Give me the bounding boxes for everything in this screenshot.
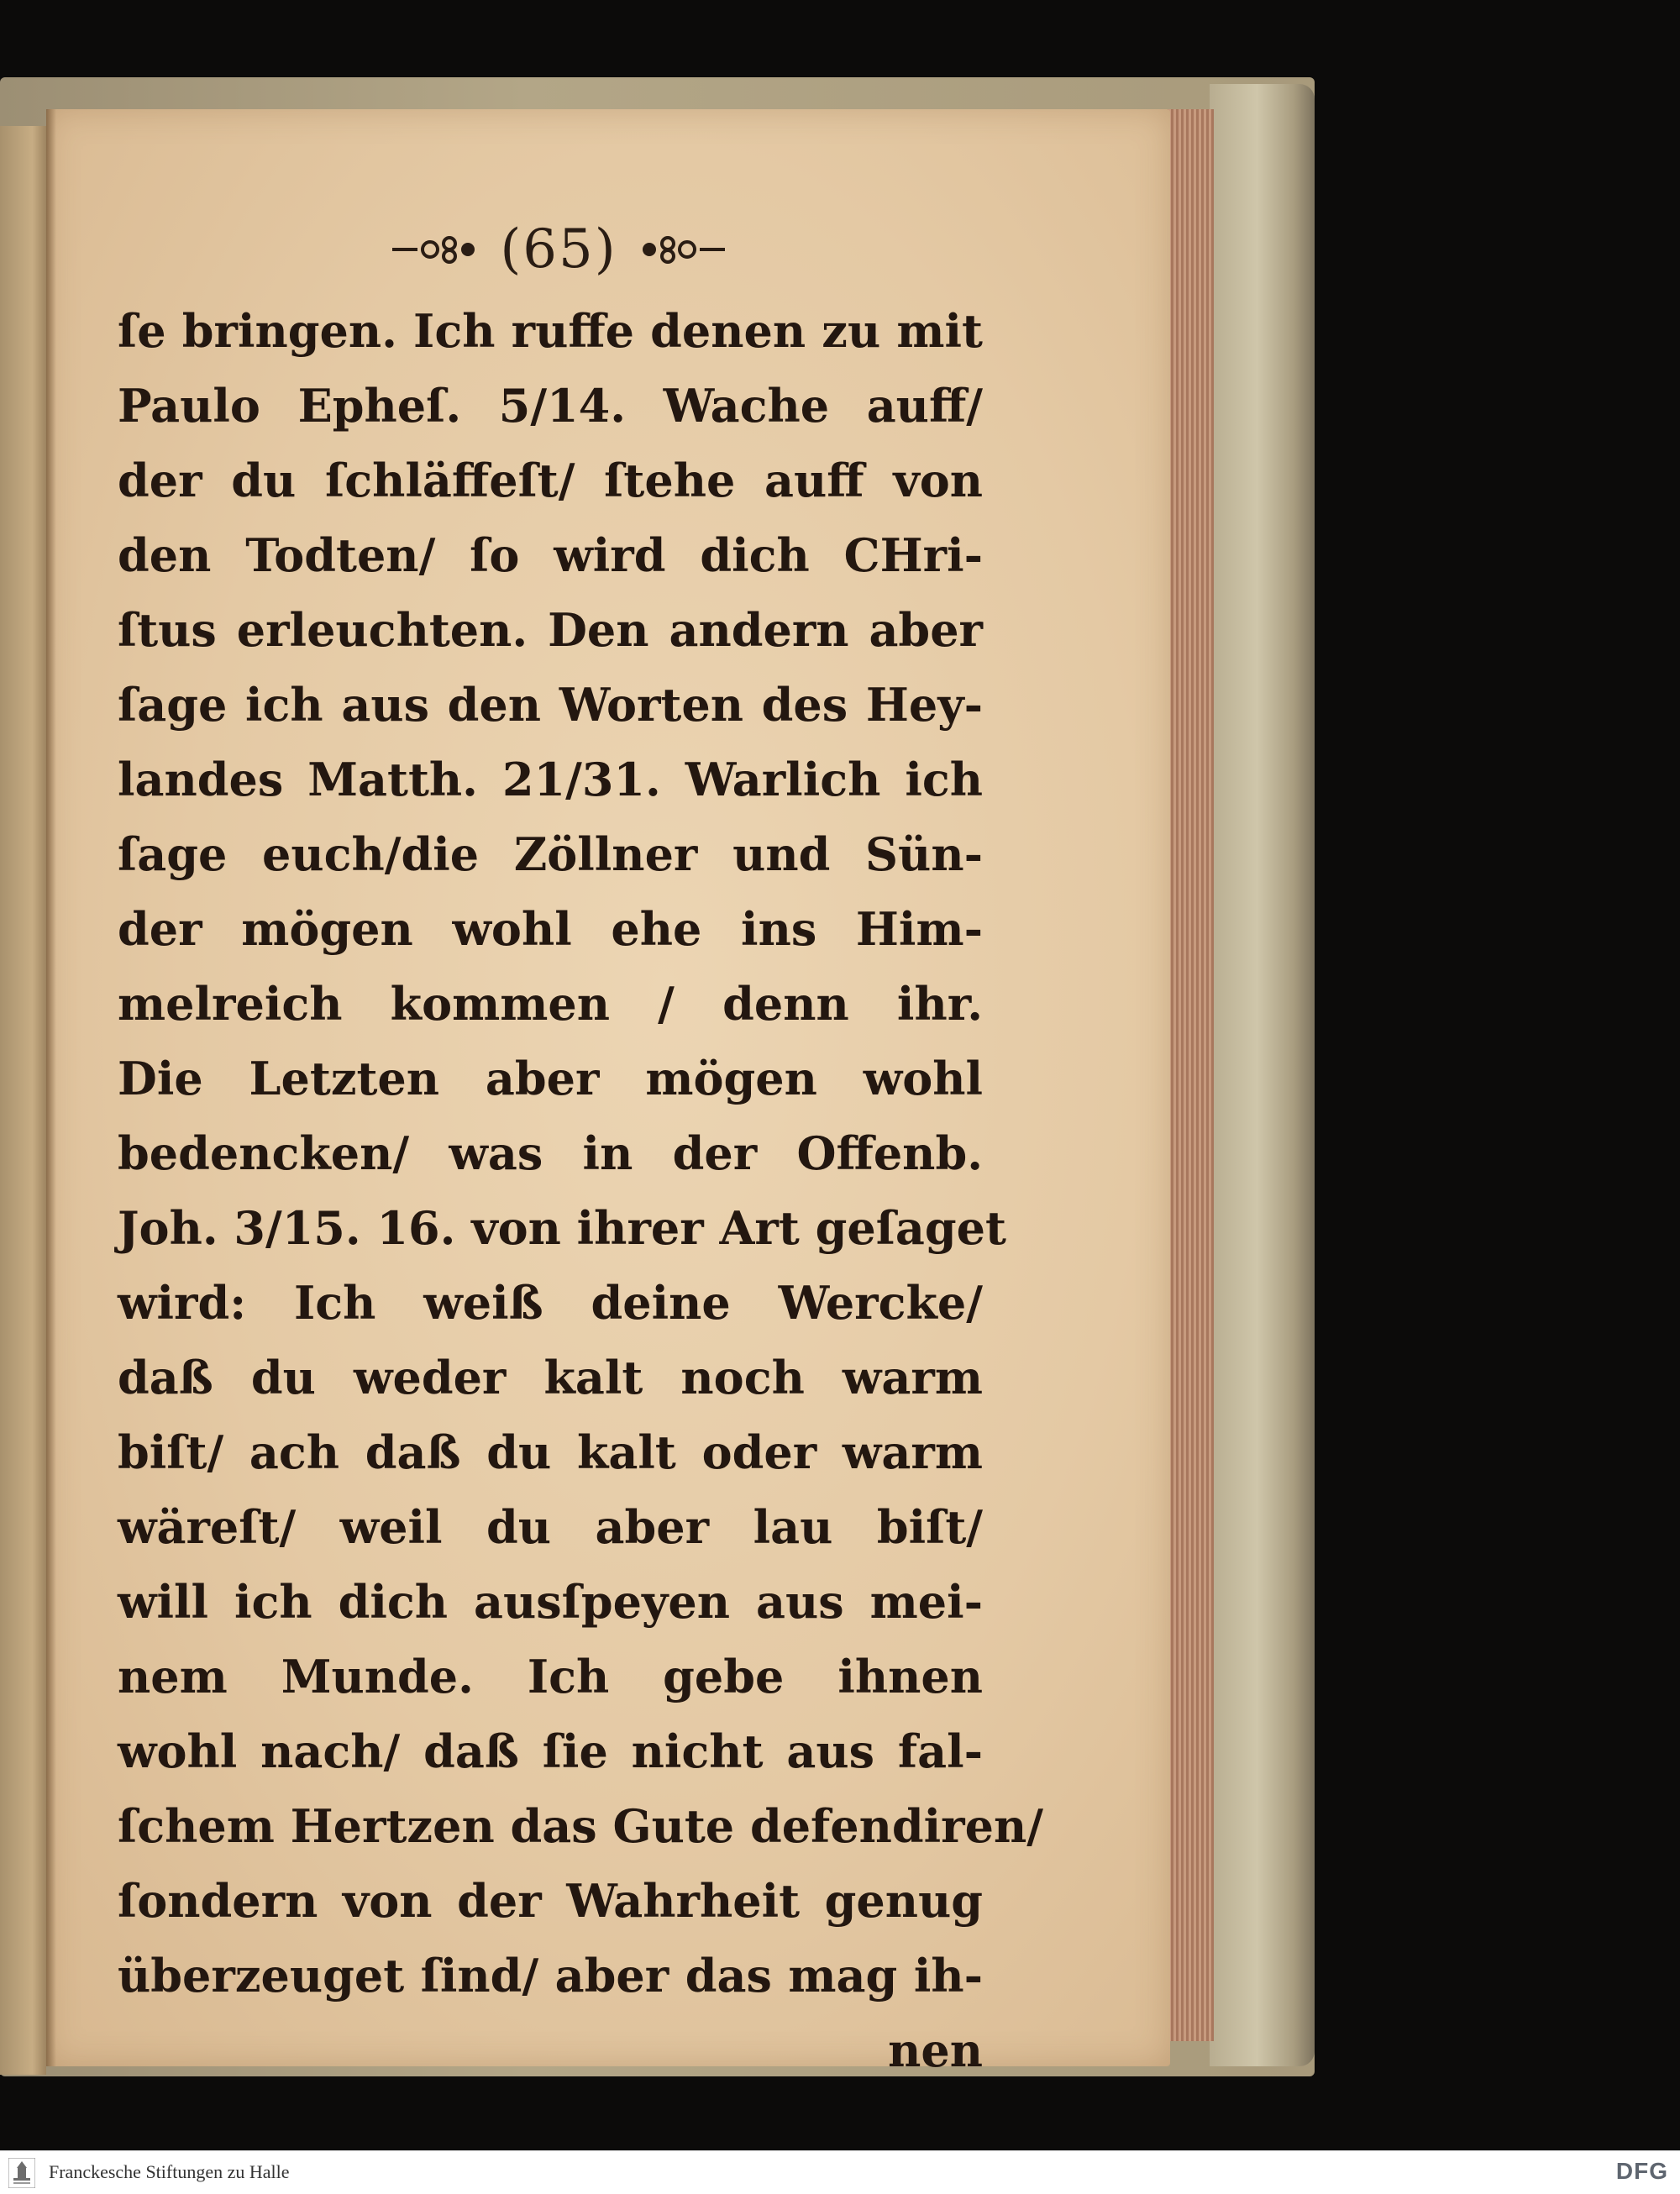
dfg-logo: DFG bbox=[1615, 2158, 1668, 2184]
text-line: landes Matth. 21/31. Warlich ich bbox=[118, 753, 983, 806]
text-line: Die Letzten aber mögen wohl bbox=[118, 1052, 983, 1105]
left-ornament-icon bbox=[392, 233, 485, 266]
page-gutter bbox=[46, 109, 56, 2066]
text-line: überzeuget ſind/ aber das mag ih- bbox=[118, 1949, 983, 2002]
right-ornament-icon bbox=[633, 233, 725, 266]
text-line: Joh. 3/15. 16. von ihrer Art geſaget bbox=[118, 1201, 1006, 1255]
page-body-text bbox=[118, 294, 1043, 2088]
text-line: daß du weder kalt noch warm bbox=[118, 1351, 983, 1404]
text-line: ſondern von der Wahrheit genug bbox=[118, 1874, 983, 1928]
text-line: melreich kommen / denn ihr. bbox=[118, 977, 983, 1031]
text-line: wäreſt/ weil du aber lau biſt/ bbox=[118, 1500, 983, 1554]
library-name: Franckesche Stiftungen zu Halle bbox=[49, 2161, 290, 2182]
text-line: wohl nach/ daß ſie nicht aus fal- bbox=[118, 1724, 983, 1778]
text-line: wird: Ich weiß deine Wercke/ bbox=[118, 1276, 983, 1330]
text-line: nem Munde. Ich gebe ihnen bbox=[118, 1650, 983, 1703]
text-line: bedencken/ was in der Offenb. bbox=[118, 1126, 983, 1180]
page-block-edge bbox=[1163, 109, 1214, 2041]
page-number: (65) bbox=[500, 218, 617, 281]
text-line: der mögen wohl ehe ins Him- bbox=[118, 902, 983, 956]
text-line: ſage ich aus den Worten des Hey- bbox=[118, 678, 983, 732]
book-spine bbox=[1210, 84, 1315, 2066]
catchword: nen bbox=[888, 2023, 983, 2077]
text-line: den Todten/ ſo wird dich CHri- bbox=[118, 528, 983, 582]
text-line: ſtus erleuchten. Den andern aber bbox=[118, 603, 983, 657]
text-line: will ich dich ausſpeyen aus mei- bbox=[118, 1575, 983, 1629]
facing-page-edge bbox=[0, 126, 46, 2075]
text-line: Paulo Epheſ. 5/14. Wache auff/ bbox=[118, 379, 983, 433]
text-line: ſe bringen. Ich ruffe denen zu mit bbox=[118, 304, 983, 358]
page-header bbox=[370, 212, 748, 287]
text-line: biſt/ ach daß du kalt oder warm bbox=[118, 1425, 983, 1479]
viewer-footer bbox=[0, 2150, 1680, 2194]
text-line: ſage euch/die Zöllner und Sün- bbox=[118, 827, 983, 881]
library-logo-icon bbox=[8, 2158, 35, 2188]
text-line: ſchem Hertzen das Gute defendiren/ bbox=[118, 1799, 1043, 1853]
text-line: der du ſchläffeſt/ ſtehe auff von bbox=[118, 454, 983, 507]
